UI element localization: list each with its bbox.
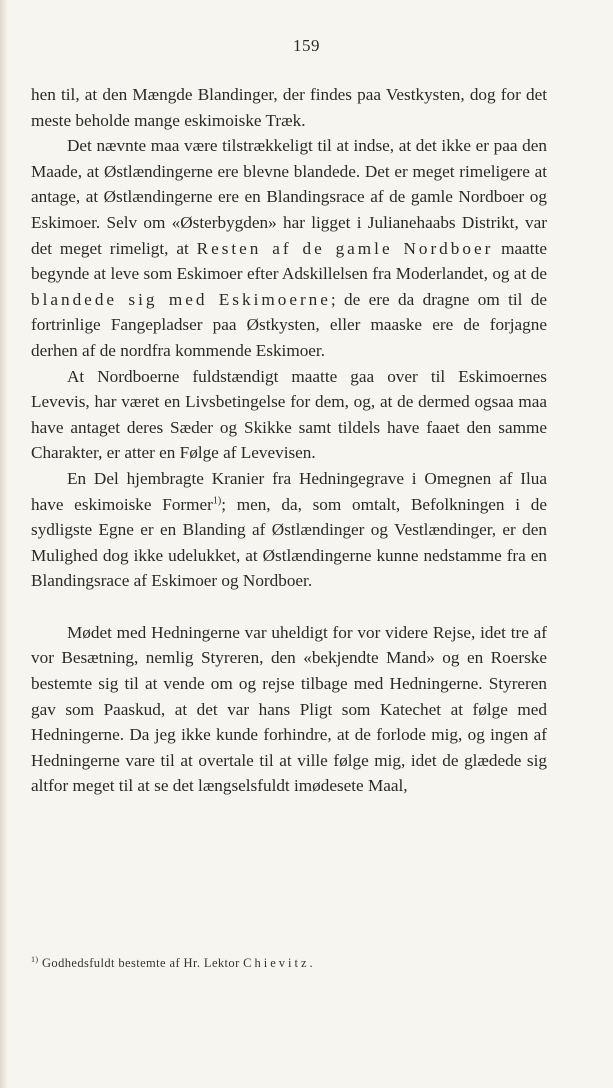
spaced-emphasis: Resten af de gamle Nordboer [196, 238, 494, 258]
paragraph [31, 82, 547, 133]
text-run: Mødet med Hedningerne var uheldigt for vor videre Rejse, idet tre af vor Besætning, nemlig Styreren, den «bekjendte Mand» og en Roerske bestemte sig til at vende om og rejse tilbage med Hedningerne. Styreren gav som Paaskud, at det var hans Pligt som Katechet at følge med Hedningerne. Da jeg ikke kunde forhindre, at de forlode mig, og ingen af Hedningerne vare til at overtale til at ville følge mig, idet de glædede sig altfor meget til at se det længselsfuldt imødesete Maal, [31, 622, 547, 796]
paragraph [31, 364, 547, 466]
text-run: maatte begynde at leve som Eskimoer efter Adskillelsen fra Moderlandet, og at de [31, 238, 547, 284]
body-text [31, 82, 547, 799]
paragraph [31, 620, 547, 799]
text-run: Det nævnte maa være tilstrækkeligt til at indse, at det ikke er paa den Maade, at Østlændingerne ere blevne blandede. Det er meget rimeligere at antage, at Østlændingerne ere en Blandingsrace af de gamle Nordboer og Eskimoer. Selv om «Østerbygden» har ligget i Julianehaabs Distrikt, var det meget rimeligt, at [31, 136, 547, 258]
text-run: En Del hjembragte Kranier fra Hedningegrave i Omegnen af Ilua have eskimoiske Former [31, 468, 547, 514]
page-number: 159 [293, 36, 320, 55]
page-edge-shadow [0, 0, 8, 1088]
spaced-emphasis: blandede sig med Eskimoerne [31, 289, 331, 309]
footnote-reference: 1) [212, 494, 222, 506]
footnote [31, 956, 547, 971]
text-run: ; men, da, som omtalt, Befolkningen i de sydligste Egne er en Blanding af Østlændinger og Vestlændinger, er den Mulighed dog ikke udelukket, at Østlændingerne kunne nedstamme fra en Blandingsrace af Eskimoer og Nordboer. [31, 494, 547, 591]
footnote-marker: 1) [31, 954, 39, 964]
text-run: hen til, at den Mængde Blandinger, der findes paa Vestkysten, dog for det meste beholde mange eskimoiske Træk. [31, 85, 547, 130]
text-run: ; de ere da dragne om til de fortrinlige Fangepladser paa Østkysten, eller maaske ere de forjagne derhen af de nordfra kommende Eskimoer. [31, 289, 547, 360]
paragraph [31, 466, 547, 594]
text-run: At Nordboerne fuldstændigt maatte gaa over til Eskimoernes Levevis, har været en Livsbetingelse for dem, og, at de dermed ogsaa maa have antaget deres Sæder og Skikke samt tildels have faaet den samme Charakter, er atter en Følge af Levevisen. [31, 366, 547, 463]
footnote-text: Godhedsfuldt bestemte af Hr. Lektor [42, 956, 244, 970]
footnote-end: . [309, 956, 314, 970]
paragraph [31, 133, 547, 363]
footnote-name: Chievitz [243, 956, 310, 970]
